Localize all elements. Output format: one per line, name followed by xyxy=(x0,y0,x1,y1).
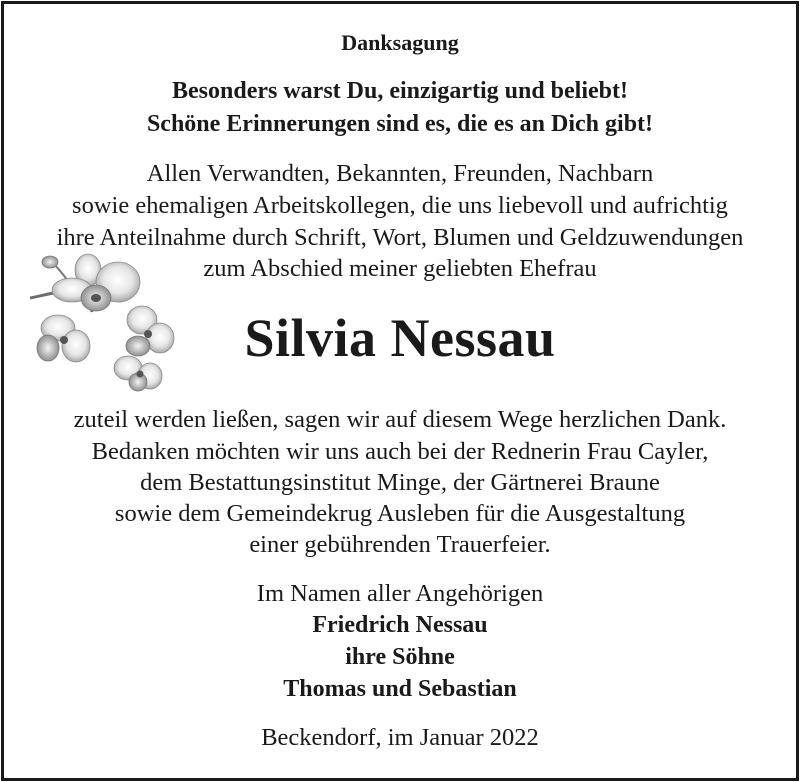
signature-preface: Im Namen aller Angehörigen xyxy=(256,580,544,607)
thanks-line-5: einer gebührenden Trauerfeier. xyxy=(249,531,551,558)
signature-relation: ihre Söhne xyxy=(345,644,455,670)
thanks-line-3: dem Bestattungsinstitut Minge, der Gärtnerei Braune xyxy=(140,469,660,496)
signature-name-2: Thomas und Sebastian xyxy=(283,676,517,702)
motto-line-2: Schöne Erinnerungen sind es, die es an Dich gibt! xyxy=(146,111,654,137)
deceased-name: Silvia Nessau xyxy=(244,308,556,368)
thanks-line-1: zuteil werden ließen, sagen wir auf diesem Wege herzlichen Dank. xyxy=(73,406,727,433)
intro-line-2: sowie ehemaligen Arbeitskollegen, die uns liebevoll und aufrichtig xyxy=(72,192,728,219)
intro-line-1: Allen Verwandten, Bekannten, Freunden, Nachbarn xyxy=(146,160,654,187)
motto-line-1: Besonders warst Du, einzigartig und beliebt! xyxy=(172,78,628,104)
intro-line-4: zum Abschied meiner geliebten Ehefrau xyxy=(203,255,597,282)
place-date: Beckendorf, im Januar 2022 xyxy=(261,724,539,751)
thanks-line-2: Bedanken möchten wir uns auch bei der Rednerin Frau Cayler, xyxy=(91,438,709,465)
notice-title: Danksagung xyxy=(341,30,459,55)
thanks-line-4: sowie dem Gemeindekrug Ausleben für die Ausgestaltung xyxy=(114,500,686,527)
intro-line-3: ihre Anteilnahme durch Schrift, Wort, Blumen und Geldzuwendungen xyxy=(56,224,744,251)
signature-name-1: Friedrich Nessau xyxy=(312,612,488,638)
